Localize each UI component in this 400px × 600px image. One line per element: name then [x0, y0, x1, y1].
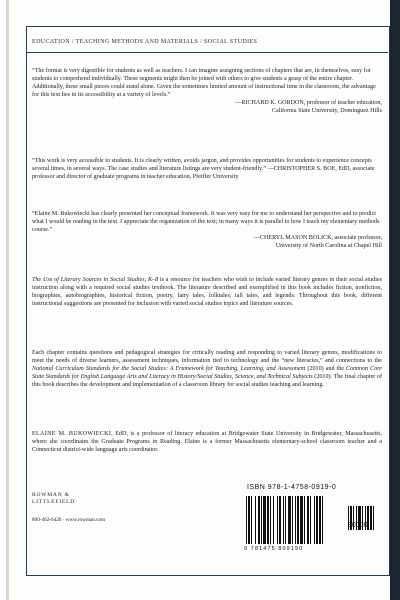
- review-1-text: “The format is very digestible for students as well as teachers. I can imagine assigning sections of chapters that are, in themselves, easy for students to comprehend individually. These segments might then be joined with others to give students a grasp of the entire chapter. Additionally, these small pieces could stand alone. Given the sometimes limited amount of instructional time in the classroom, the advantage for this text lies in its accessibility at a variety of levels.”: [32, 68, 376, 99]
- review-2: [32, 157, 382, 181]
- chapters-text-2: (2010) and the: [305, 366, 346, 373]
- author-name: ELAINE M. BUKOWIECKI: [32, 431, 112, 437]
- price-code: 90000: [348, 522, 368, 529]
- spine-edge: [6, 0, 9, 600]
- chapters-text-3: (2010). The final chapter of this book describes the development and implementation of a classroom library for social studies teaching and learning.: [32, 374, 382, 389]
- publisher-name-line-1: ROWMAN &: [32, 492, 70, 498]
- chapters-paragraph: [32, 349, 382, 389]
- review-2-attribution-line-2: professor and director of graduate programs in teacher education, Pfeiffer University: [32, 174, 239, 181]
- review-1-attribution-line-2: California State University, Dominguez Hills: [271, 108, 382, 115]
- review-1-attribution: [32, 99, 382, 115]
- review-2-attribution-line-1: —CHRISTOPHER S. BOE, EdD, associate: [267, 166, 375, 173]
- description-body: is a resource for teachers who wish to include varied literary genres in their social studies instruction along with a required social studies textbook. The literature described and exemplified in this book includes fiction, nonfiction, biographies, autobiographies, historical fiction, poetry, fairy tales, folktales, tall tales, and legends. Throughout this book, different instructional suggestions are presented for inclusion with varied social studies topics and literature sources.: [32, 277, 382, 308]
- review-1-attribution-line-1: —RICHARD K. GORDON, professor of teacher education,: [235, 100, 382, 107]
- author-bio-text: , EdD, is a professor of literacy education at Bridgewater State University in Bridgewater, Massachusetts, where she coordinates the Graduate Programs in Reading. Elaine is a former Massachusetts elementary-school classroom teacher and a Connecticut district-wide language arts coordinator.: [32, 431, 382, 454]
- review-2-text: “This work is very accessible to students. It is clearly written, avoids jargon, and provides opportunities for students to experience concepts several times, in several ways. The case studies and literature listings are very student-friendly.”: [32, 158, 372, 173]
- author-bio: [32, 430, 382, 454]
- review-3-attribution-line-1: —CHERYL MASON BOLICK, associate professor,: [253, 235, 382, 242]
- publisher-name-line-2: LITTLEFIELD: [32, 498, 76, 505]
- review-1: [32, 67, 382, 116]
- book-title: The Use of Literary Sources in Social Studies, K–8: [32, 277, 159, 283]
- review-3: [32, 210, 382, 250]
- barcode-digits: 9 781475 809190: [244, 546, 304, 552]
- back-cover: [6, 0, 396, 600]
- review-3-attribution-line-2: University of North Carolina at Chapel Hill: [275, 243, 382, 250]
- isbn-text: ISBN 978-1-4758-0919-0: [247, 484, 337, 491]
- publisher-logo: [32, 492, 75, 505]
- publisher-contact: 800-462-6420 · www.rowman.com: [32, 517, 106, 523]
- category-line: EDUCATION / TEACHING METHODS AND MATERIALS / SOCIAL STUDIES: [32, 39, 258, 45]
- standards-title-2: Common Core State Standards for English Language Arts and Literacy in History/Social Studies, Science, and Technical Subjects: [32, 366, 382, 381]
- standards-title-1: National Curriculum Standards for the Social Studies: A Framework for Teaching, Learning, and Assessment: [32, 366, 306, 373]
- cover-edge: [390, 0, 400, 600]
- description-paragraph: [32, 276, 382, 308]
- barcode-icon: [244, 496, 382, 546]
- review-3-attribution: [32, 234, 382, 250]
- header-rule: [26, 52, 388, 53]
- chapters-text-1: Each chapter contains questions and pedagogical strategies for critically reading and responding to varied literary genres, modifications to meet the needs of diverse learners, assessment techniques, information tied to technology and the “new literacies,” and connections to the: [32, 350, 382, 365]
- isbn-barcode: [244, 484, 382, 556]
- review-3-text: “Elaine M. Bukowiecki has clearly presented her conceptual framework. It was very easy for me to understand her perspective and to predict what I would be reading in the text. I appreciate the organization of the text; in many ways it is parallel to how I teach my elementary methods course.”: [32, 211, 380, 234]
